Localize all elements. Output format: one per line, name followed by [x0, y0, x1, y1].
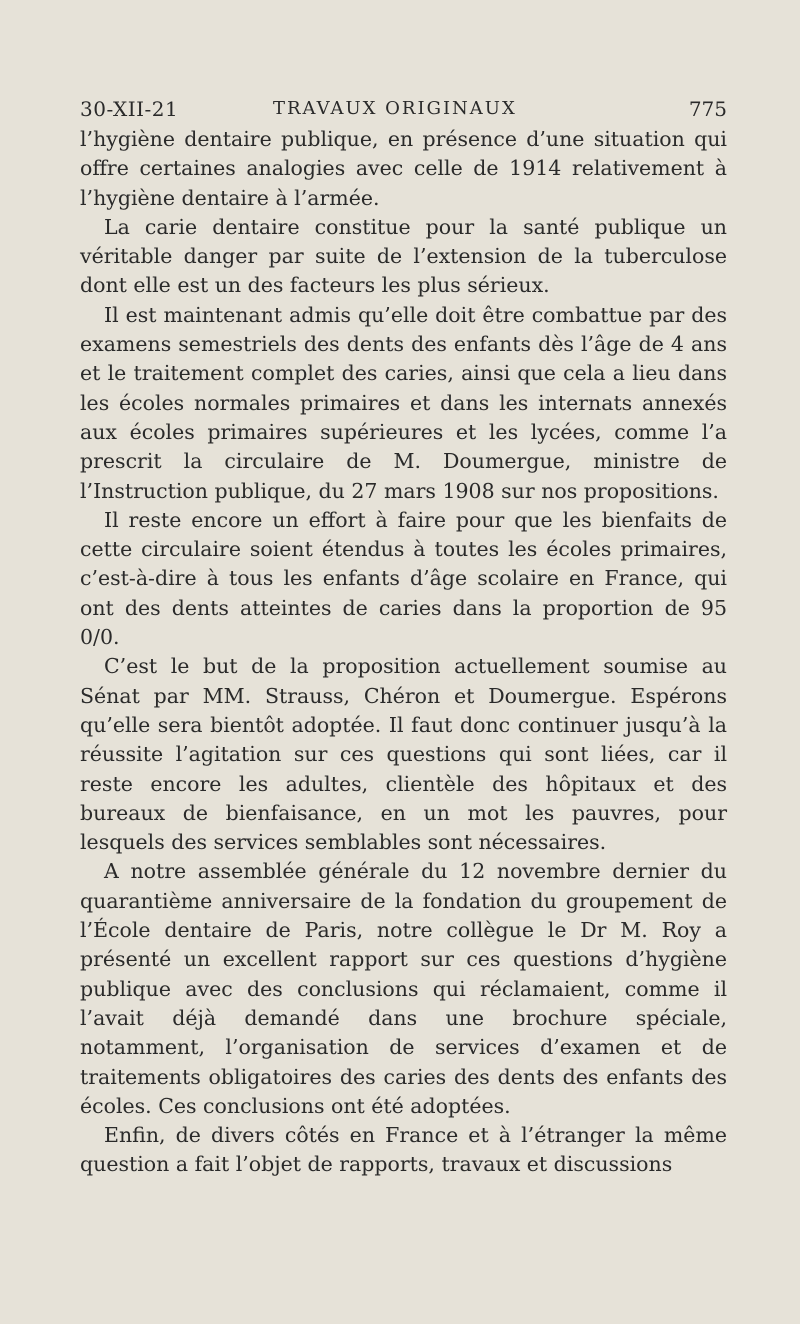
issue-date: 30-XII-21	[80, 97, 179, 121]
page-number: 775	[688, 97, 727, 121]
section-title: TRAVAUX ORIGINAUX	[273, 98, 517, 119]
paragraph-6: A notre assemblée générale du 12 novembre dernier du quarantième anniversaire de la fondation du groupement de l’École dentaire de Paris, notre collègue le Dr M. Roy a présenté un excellent rapport sur ces questions d’hygiène publique avec des conclusions qui réclamaient, comme il l’avait déjà demandé dans une brochure spéciale, notamment, l’organisation de services d’examen et de traitements obligatoires des caries des dents des enfants des écoles. Ces conclusions ont été adoptées.	[80, 859, 727, 1118]
paragraph-5: C’est le but de la proposition actuellement soumise au Sénat par MM. Strauss, Chéron et Doumergue. Espérons qu’elle sera bientôt adoptée. Il faut donc continuer jusqu’à la réussite l’agitation sur ces questions qui sont liées, car il reste encore les adultes, clientèle des hôpitaux et des bureaux de bienfaisance, en un mot les pauvres, pour lesquels des services semblables sont nécessaires.	[80, 654, 727, 855]
paragraph-2: La carie dentaire constitue pour la santé publique un véritable danger par suite de l’extension de la tuberculose dont elle est un des facteurs les plus sérieux.	[80, 214, 727, 298]
paragraph-7: Enfin, de divers côtés en France et à l’étranger la même question a fait l’objet de rapports, travaux et discussions	[80, 1123, 727, 1177]
paragraph-4: Il reste encore un effort à faire pour que les bienfaits de cette circulaire soient étendus à toutes les écoles primaires, c’est-à-dire à tous les enfants d’âge scolaire en France, qui ont des dents atteintes de caries dans la proportion de 95 0/0.	[80, 507, 727, 650]
paragraph-1: l’hygiène dentaire publique, en présence d’une situation qui offre certaines analogies avec celle de 1914 relativement à l’hygiène dentaire à l’armée.	[80, 127, 727, 210]
paragraph-3: Il est maintenant admis qu’elle doit être combattue par des examens semestriels des dents des enfants dès l’âge de 4 ans et le traitement complet des caries, ainsi que cela a lieu dans les écoles normales primaires et dans les internats annexés aux écoles primaires supérieures et les lycées, comme l’a prescrit la circulaire de M. Doumergue, ministre de l’Instruction publique, du 27 mars 1908 sur nos propositions.	[80, 302, 727, 503]
running-head	[80, 94, 727, 124]
body-text	[80, 125, 727, 1180]
